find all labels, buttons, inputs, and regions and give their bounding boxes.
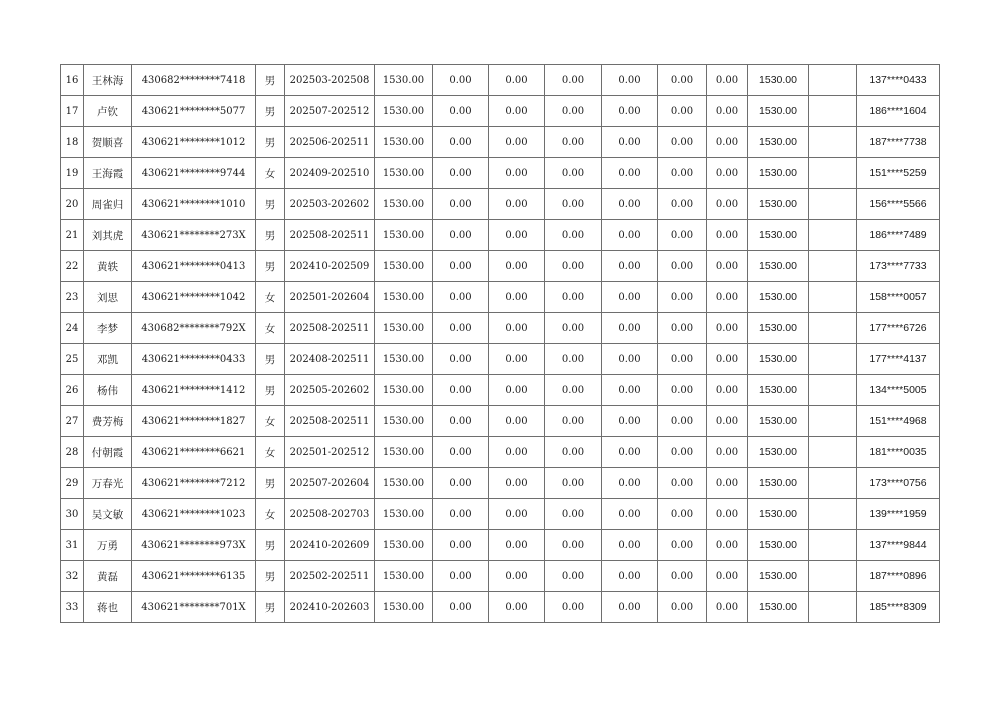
total-cell: 1530.00 <box>748 499 809 530</box>
blank-cell <box>809 561 857 592</box>
row-number-cell: 32 <box>61 561 84 592</box>
value-cell-3: 0.00 <box>545 468 602 499</box>
value-cell-6: 0.00 <box>707 406 748 437</box>
table-row <box>61 251 940 282</box>
value-cell-2: 0.00 <box>489 375 545 406</box>
value-cell-2: 0.00 <box>489 313 545 344</box>
value-cell-5: 0.00 <box>658 251 707 282</box>
value-cell-1: 0.00 <box>433 251 489 282</box>
period-cell: 202508-202511 <box>285 406 375 437</box>
phone-cell: 137****0433 <box>857 65 940 96</box>
value-cell-3: 0.00 <box>545 375 602 406</box>
table-row <box>61 189 940 220</box>
phone-cell: 139****1959 <box>857 499 940 530</box>
value-cell-1: 0.00 <box>433 189 489 220</box>
name-cell: 刘其虎 <box>84 220 132 251</box>
gender-cell: 女 <box>256 499 285 530</box>
value-cell-2: 0.00 <box>489 406 545 437</box>
name-cell: 万春光 <box>84 468 132 499</box>
row-number-cell: 16 <box>61 65 84 96</box>
name-cell: 杨伟 <box>84 375 132 406</box>
blank-cell <box>809 251 857 282</box>
row-number-cell: 23 <box>61 282 84 313</box>
name-cell: 李梦 <box>84 313 132 344</box>
table-row <box>61 592 940 623</box>
id-number-cell: 430682********792X <box>132 313 256 344</box>
table-row <box>61 561 940 592</box>
gender-cell: 女 <box>256 158 285 189</box>
blank-cell <box>809 189 857 220</box>
amount-cell: 1530.00 <box>375 158 433 189</box>
id-number-cell: 430621********273X <box>132 220 256 251</box>
amount-cell: 1530.00 <box>375 313 433 344</box>
id-number-cell: 430682********7418 <box>132 65 256 96</box>
value-cell-4: 0.00 <box>602 158 658 189</box>
row-number-cell: 28 <box>61 437 84 468</box>
value-cell-4: 0.00 <box>602 282 658 313</box>
blank-cell <box>809 344 857 375</box>
value-cell-2: 0.00 <box>489 96 545 127</box>
value-cell-2: 0.00 <box>489 65 545 96</box>
value-cell-1: 0.00 <box>433 406 489 437</box>
value-cell-2: 0.00 <box>489 282 545 313</box>
total-cell: 1530.00 <box>748 375 809 406</box>
value-cell-2: 0.00 <box>489 220 545 251</box>
amount-cell: 1530.00 <box>375 189 433 220</box>
row-number-cell: 30 <box>61 499 84 530</box>
value-cell-4: 0.00 <box>602 127 658 158</box>
blank-cell <box>809 375 857 406</box>
gender-cell: 女 <box>256 313 285 344</box>
blank-cell <box>809 96 857 127</box>
value-cell-1: 0.00 <box>433 468 489 499</box>
amount-cell: 1530.00 <box>375 592 433 623</box>
value-cell-4: 0.00 <box>602 96 658 127</box>
value-cell-1: 0.00 <box>433 65 489 96</box>
name-cell: 卢钦 <box>84 96 132 127</box>
period-cell: 202410-202509 <box>285 251 375 282</box>
period-cell: 202409-202510 <box>285 158 375 189</box>
phone-cell: 134****5005 <box>857 375 940 406</box>
value-cell-6: 0.00 <box>707 561 748 592</box>
value-cell-1: 0.00 <box>433 313 489 344</box>
blank-cell <box>809 65 857 96</box>
total-cell: 1530.00 <box>748 189 809 220</box>
value-cell-3: 0.00 <box>545 437 602 468</box>
value-cell-2: 0.00 <box>489 344 545 375</box>
table-row <box>61 375 940 406</box>
value-cell-5: 0.00 <box>658 220 707 251</box>
name-cell: 万勇 <box>84 530 132 561</box>
table-row <box>61 65 940 96</box>
phone-cell: 185****8309 <box>857 592 940 623</box>
id-number-cell: 430621********1012 <box>132 127 256 158</box>
value-cell-5: 0.00 <box>658 468 707 499</box>
value-cell-4: 0.00 <box>602 344 658 375</box>
blank-cell <box>809 313 857 344</box>
name-cell: 刘思 <box>84 282 132 313</box>
period-cell: 202410-202609 <box>285 530 375 561</box>
value-cell-5: 0.00 <box>658 375 707 406</box>
amount-cell: 1530.00 <box>375 220 433 251</box>
value-cell-6: 0.00 <box>707 189 748 220</box>
gender-cell: 男 <box>256 375 285 406</box>
name-cell: 周雀归 <box>84 189 132 220</box>
phone-cell: 186****1604 <box>857 96 940 127</box>
table-row <box>61 127 940 158</box>
value-cell-3: 0.00 <box>545 96 602 127</box>
period-cell: 202507-202512 <box>285 96 375 127</box>
gender-cell: 男 <box>256 127 285 158</box>
table-row <box>61 406 940 437</box>
total-cell: 1530.00 <box>748 127 809 158</box>
period-cell: 202508-202511 <box>285 313 375 344</box>
value-cell-6: 0.00 <box>707 592 748 623</box>
value-cell-4: 0.00 <box>602 189 658 220</box>
gender-cell: 男 <box>256 220 285 251</box>
name-cell: 蒋也 <box>84 592 132 623</box>
value-cell-1: 0.00 <box>433 499 489 530</box>
value-cell-2: 0.00 <box>489 530 545 561</box>
phone-cell: 177****4137 <box>857 344 940 375</box>
name-cell: 王林海 <box>84 65 132 96</box>
id-number-cell: 430621********5077 <box>132 96 256 127</box>
table-row <box>61 344 940 375</box>
value-cell-5: 0.00 <box>658 65 707 96</box>
row-number-cell: 26 <box>61 375 84 406</box>
amount-cell: 1530.00 <box>375 251 433 282</box>
gender-cell: 男 <box>256 561 285 592</box>
period-cell: 202501-202604 <box>285 282 375 313</box>
value-cell-4: 0.00 <box>602 530 658 561</box>
total-cell: 1530.00 <box>748 251 809 282</box>
phone-cell: 156****5566 <box>857 189 940 220</box>
period-cell: 202503-202508 <box>285 65 375 96</box>
value-cell-5: 0.00 <box>658 189 707 220</box>
value-cell-4: 0.00 <box>602 375 658 406</box>
id-number-cell: 430621********1023 <box>132 499 256 530</box>
value-cell-3: 0.00 <box>545 189 602 220</box>
value-cell-1: 0.00 <box>433 561 489 592</box>
period-cell: 202508-202511 <box>285 220 375 251</box>
value-cell-5: 0.00 <box>658 344 707 375</box>
value-cell-5: 0.00 <box>658 282 707 313</box>
row-number-cell: 27 <box>61 406 84 437</box>
row-number-cell: 24 <box>61 313 84 344</box>
amount-cell: 1530.00 <box>375 437 433 468</box>
value-cell-1: 0.00 <box>433 127 489 158</box>
blank-cell <box>809 127 857 158</box>
value-cell-6: 0.00 <box>707 499 748 530</box>
total-cell: 1530.00 <box>748 158 809 189</box>
value-cell-4: 0.00 <box>602 406 658 437</box>
total-cell: 1530.00 <box>748 561 809 592</box>
value-cell-1: 0.00 <box>433 220 489 251</box>
id-number-cell: 430621********0433 <box>132 344 256 375</box>
value-cell-3: 0.00 <box>545 65 602 96</box>
table-row <box>61 220 940 251</box>
value-cell-3: 0.00 <box>545 158 602 189</box>
id-number-cell: 430621********1412 <box>132 375 256 406</box>
name-cell: 贺顺喜 <box>84 127 132 158</box>
id-number-cell: 430621********7212 <box>132 468 256 499</box>
name-cell: 吴文敏 <box>84 499 132 530</box>
name-cell: 王海霞 <box>84 158 132 189</box>
period-cell: 202507-202604 <box>285 468 375 499</box>
value-cell-4: 0.00 <box>602 251 658 282</box>
id-number-cell: 430621********1042 <box>132 282 256 313</box>
row-number-cell: 31 <box>61 530 84 561</box>
period-cell: 202505-202602 <box>285 375 375 406</box>
value-cell-4: 0.00 <box>602 592 658 623</box>
gender-cell: 男 <box>256 592 285 623</box>
amount-cell: 1530.00 <box>375 468 433 499</box>
gender-cell: 女 <box>256 437 285 468</box>
value-cell-1: 0.00 <box>433 530 489 561</box>
table-row <box>61 468 940 499</box>
phone-cell: 177****6726 <box>857 313 940 344</box>
value-cell-3: 0.00 <box>545 499 602 530</box>
value-cell-5: 0.00 <box>658 530 707 561</box>
blank-cell <box>809 406 857 437</box>
blank-cell <box>809 158 857 189</box>
period-cell: 202503-202602 <box>285 189 375 220</box>
row-number-cell: 33 <box>61 592 84 623</box>
id-number-cell: 430621********6135 <box>132 561 256 592</box>
total-cell: 1530.00 <box>748 468 809 499</box>
table-row <box>61 437 940 468</box>
row-number-cell: 20 <box>61 189 84 220</box>
value-cell-6: 0.00 <box>707 127 748 158</box>
table-row <box>61 530 940 561</box>
blank-cell <box>809 530 857 561</box>
phone-cell: 181****0035 <box>857 437 940 468</box>
value-cell-6: 0.00 <box>707 375 748 406</box>
table-row <box>61 158 940 189</box>
value-cell-6: 0.00 <box>707 158 748 189</box>
value-cell-3: 0.00 <box>545 530 602 561</box>
blank-cell <box>809 592 857 623</box>
total-cell: 1530.00 <box>748 530 809 561</box>
gender-cell: 男 <box>256 251 285 282</box>
value-cell-6: 0.00 <box>707 344 748 375</box>
value-cell-3: 0.00 <box>545 592 602 623</box>
name-cell: 黄磊 <box>84 561 132 592</box>
value-cell-4: 0.00 <box>602 313 658 344</box>
value-cell-6: 0.00 <box>707 313 748 344</box>
value-cell-6: 0.00 <box>707 65 748 96</box>
amount-cell: 1530.00 <box>375 344 433 375</box>
value-cell-6: 0.00 <box>707 96 748 127</box>
value-cell-3: 0.00 <box>545 344 602 375</box>
total-cell: 1530.00 <box>748 406 809 437</box>
value-cell-3: 0.00 <box>545 220 602 251</box>
amount-cell: 1530.00 <box>375 499 433 530</box>
value-cell-2: 0.00 <box>489 561 545 592</box>
gender-cell: 男 <box>256 65 285 96</box>
gender-cell: 男 <box>256 344 285 375</box>
phone-cell: 173****0756 <box>857 468 940 499</box>
row-number-cell: 19 <box>61 158 84 189</box>
gender-cell: 男 <box>256 96 285 127</box>
id-number-cell: 430621********701X <box>132 592 256 623</box>
phone-cell: 151****5259 <box>857 158 940 189</box>
value-cell-1: 0.00 <box>433 375 489 406</box>
period-cell: 202501-202512 <box>285 437 375 468</box>
phone-cell: 158****0057 <box>857 282 940 313</box>
value-cell-4: 0.00 <box>602 499 658 530</box>
value-cell-6: 0.00 <box>707 220 748 251</box>
amount-cell: 1530.00 <box>375 282 433 313</box>
value-cell-5: 0.00 <box>658 313 707 344</box>
table-row <box>61 282 940 313</box>
value-cell-1: 0.00 <box>433 437 489 468</box>
value-cell-2: 0.00 <box>489 592 545 623</box>
phone-cell: 186****7489 <box>857 220 940 251</box>
value-cell-4: 0.00 <box>602 437 658 468</box>
gender-cell: 男 <box>256 468 285 499</box>
value-cell-3: 0.00 <box>545 282 602 313</box>
row-number-cell: 22 <box>61 251 84 282</box>
phone-cell: 137****9844 <box>857 530 940 561</box>
value-cell-5: 0.00 <box>658 437 707 468</box>
value-cell-4: 0.00 <box>602 561 658 592</box>
value-cell-1: 0.00 <box>433 158 489 189</box>
row-number-cell: 18 <box>61 127 84 158</box>
name-cell: 付朝霞 <box>84 437 132 468</box>
table-row <box>61 96 940 127</box>
value-cell-2: 0.00 <box>489 127 545 158</box>
phone-cell: 187****0896 <box>857 561 940 592</box>
phone-cell: 173****7733 <box>857 251 940 282</box>
value-cell-2: 0.00 <box>489 251 545 282</box>
value-cell-6: 0.00 <box>707 530 748 561</box>
period-cell: 202410-202603 <box>285 592 375 623</box>
blank-cell <box>809 282 857 313</box>
blank-cell <box>809 499 857 530</box>
value-cell-2: 0.00 <box>489 189 545 220</box>
amount-cell: 1530.00 <box>375 96 433 127</box>
total-cell: 1530.00 <box>748 282 809 313</box>
amount-cell: 1530.00 <box>375 127 433 158</box>
period-cell: 202506-202511 <box>285 127 375 158</box>
value-cell-2: 0.00 <box>489 158 545 189</box>
gender-cell: 女 <box>256 406 285 437</box>
total-cell: 1530.00 <box>748 592 809 623</box>
period-cell: 202508-202703 <box>285 499 375 530</box>
value-cell-5: 0.00 <box>658 158 707 189</box>
row-number-cell: 29 <box>61 468 84 499</box>
id-number-cell: 430621********973X <box>132 530 256 561</box>
amount-cell: 1530.00 <box>375 375 433 406</box>
value-cell-6: 0.00 <box>707 251 748 282</box>
value-cell-5: 0.00 <box>658 561 707 592</box>
amount-cell: 1530.00 <box>375 406 433 437</box>
value-cell-2: 0.00 <box>489 437 545 468</box>
value-cell-3: 0.00 <box>545 561 602 592</box>
value-cell-5: 0.00 <box>658 406 707 437</box>
table-row <box>61 499 940 530</box>
amount-cell: 1530.00 <box>375 530 433 561</box>
id-number-cell: 430621********0413 <box>132 251 256 282</box>
phone-cell: 187****7738 <box>857 127 940 158</box>
value-cell-1: 0.00 <box>433 282 489 313</box>
total-cell: 1530.00 <box>748 65 809 96</box>
amount-cell: 1530.00 <box>375 65 433 96</box>
row-number-cell: 17 <box>61 96 84 127</box>
name-cell: 邓凯 <box>84 344 132 375</box>
row-number-cell: 25 <box>61 344 84 375</box>
id-number-cell: 430621********1827 <box>132 406 256 437</box>
value-cell-4: 0.00 <box>602 65 658 96</box>
subsidy-table <box>60 64 940 623</box>
value-cell-6: 0.00 <box>707 468 748 499</box>
value-cell-5: 0.00 <box>658 592 707 623</box>
id-number-cell: 430621********1010 <box>132 189 256 220</box>
value-cell-3: 0.00 <box>545 313 602 344</box>
blank-cell <box>809 468 857 499</box>
value-cell-1: 0.00 <box>433 344 489 375</box>
value-cell-1: 0.00 <box>433 592 489 623</box>
total-cell: 1530.00 <box>748 96 809 127</box>
gender-cell: 男 <box>256 189 285 220</box>
value-cell-3: 0.00 <box>545 127 602 158</box>
value-cell-6: 0.00 <box>707 437 748 468</box>
row-number-cell: 21 <box>61 220 84 251</box>
total-cell: 1530.00 <box>748 437 809 468</box>
value-cell-5: 0.00 <box>658 127 707 158</box>
period-cell: 202502-202511 <box>285 561 375 592</box>
value-cell-4: 0.00 <box>602 468 658 499</box>
amount-cell: 1530.00 <box>375 561 433 592</box>
total-cell: 1530.00 <box>748 313 809 344</box>
value-cell-5: 0.00 <box>658 499 707 530</box>
name-cell: 费芳梅 <box>84 406 132 437</box>
blank-cell <box>809 220 857 251</box>
period-cell: 202408-202511 <box>285 344 375 375</box>
value-cell-3: 0.00 <box>545 406 602 437</box>
value-cell-1: 0.00 <box>433 96 489 127</box>
value-cell-2: 0.00 <box>489 468 545 499</box>
value-cell-6: 0.00 <box>707 282 748 313</box>
name-cell: 黄轶 <box>84 251 132 282</box>
id-number-cell: 430621********6621 <box>132 437 256 468</box>
table-row <box>61 313 940 344</box>
total-cell: 1530.00 <box>748 344 809 375</box>
blank-cell <box>809 437 857 468</box>
gender-cell: 女 <box>256 282 285 313</box>
phone-cell: 151****4968 <box>857 406 940 437</box>
value-cell-2: 0.00 <box>489 499 545 530</box>
id-number-cell: 430621********9744 <box>132 158 256 189</box>
value-cell-5: 0.00 <box>658 96 707 127</box>
value-cell-3: 0.00 <box>545 251 602 282</box>
gender-cell: 男 <box>256 530 285 561</box>
total-cell: 1530.00 <box>748 220 809 251</box>
table-body <box>61 65 940 623</box>
value-cell-4: 0.00 <box>602 220 658 251</box>
